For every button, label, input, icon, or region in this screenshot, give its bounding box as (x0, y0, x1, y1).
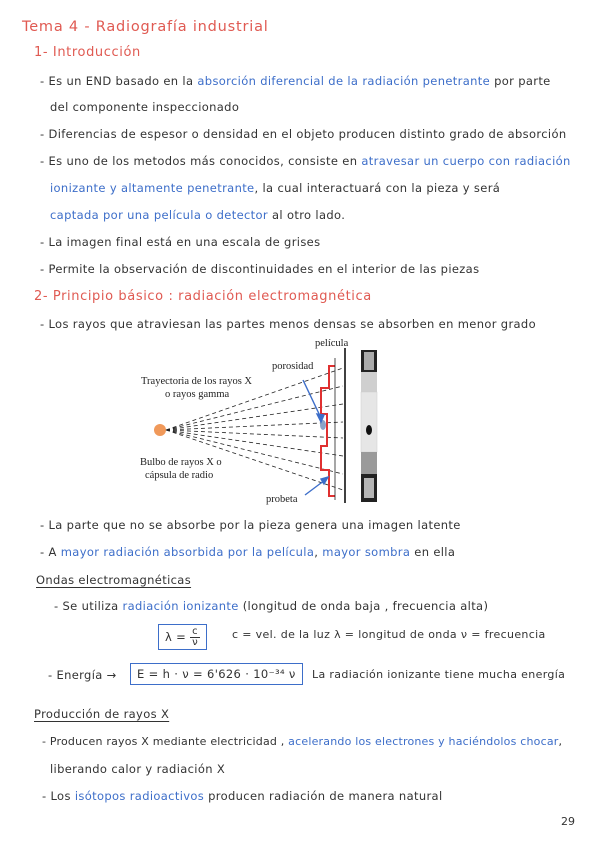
specimen-arrow (305, 480, 325, 495)
energy-label: - Energía → (48, 668, 117, 682)
page-number: 29 (561, 815, 575, 828)
intro-bullet-3-highlight-1: atravesar un cuerpo con radiación (361, 154, 571, 168)
xray-bullet-2-post: producen radiación de manera natural (208, 789, 443, 803)
intro-bullet-4: - La imagen final está en una escala de grises (40, 235, 321, 249)
intro-bullet-3-mid: , la cual interactuará con la pieza y será (254, 181, 501, 195)
intro-bullet-3-line-3 (50, 208, 345, 222)
film-band (364, 352, 374, 370)
intro-bullet-3-line-2 (50, 181, 500, 195)
porosity-arrow (303, 380, 321, 418)
formula-lhs: λ = (165, 630, 187, 644)
energy-note: La radiación ionizante tiene mucha energía (312, 668, 566, 681)
intro-bullet-3-post: al otro lado. (272, 208, 346, 222)
xray-bullet-2 (42, 789, 443, 803)
formula-numerator: c (192, 626, 199, 637)
formula-fraction (190, 627, 200, 648)
xray-bullet-1 (42, 735, 562, 749)
label-source-line-1: Bulbo de rayos X o (140, 457, 222, 468)
intro-bullet-1-pre: - Es un END basado en la (40, 74, 194, 88)
principle-bullet-3-highlight-2: mayor sombra (322, 545, 411, 559)
intro-bullet-5: - Permite la observación de discontinuidades en el interior de las piezas (40, 262, 480, 276)
page-title: Tema 4 - Radiografía industrial (22, 19, 269, 35)
principle-bullet-3-highlight: mayor radiación absorbida por la película (60, 545, 315, 559)
label-source-line-2: cápsula de radio (145, 470, 214, 481)
label-trajectory-line-1: Trayectoria de los rayos X (141, 376, 253, 387)
intro-bullet-1-cont: del componente inspeccionado (50, 100, 240, 114)
section-heading-intro: 1- Introducción (34, 45, 141, 60)
principle-bullet-3-pre: - A (40, 545, 57, 559)
radiography-diagram (135, 338, 380, 508)
ray-line (166, 430, 343, 438)
formula-denominator: ν (192, 637, 199, 648)
intro-bullet-3 (40, 154, 571, 168)
film-band (361, 452, 377, 474)
film-porosity-shadow (366, 425, 372, 435)
principle-bullet-2: - La parte que no se absorbe por la pieza genera una imagen latente (40, 518, 461, 532)
section-heading-principle: 2- Principio básico : radiación electromagnética (34, 289, 372, 304)
label-porosity: porosidad (272, 361, 314, 372)
energy-formula: E = h · ν = 6'626 · 10⁻³⁴ ν (130, 663, 303, 685)
wavelength-formula (158, 623, 207, 653)
label-specimen: probeta (266, 494, 298, 505)
formula-description: c = vel. de la luz λ = longitud de onda ν = frecuencia (232, 628, 546, 641)
xray-bullet-1-pre: - Producen rayos X mediante electricidad , (42, 735, 285, 748)
intro-bullet-3-highlight-2: ionizante y altamente penetrante (50, 181, 255, 195)
xray-bullet-2-pre: - Los (42, 789, 71, 803)
waves-bullet-1-highlight: radiación ionizante (122, 599, 239, 613)
xray-bullet-1-post: , (558, 735, 563, 748)
principle-bullet-3 (40, 545, 455, 559)
intro-bullet-1 (40, 74, 551, 88)
principle-bullet-1: - Los rayos que atraviesan las partes menos densas se absorben en menor grado (40, 317, 536, 331)
wavelength-formula-box (158, 624, 207, 650)
film-strip (361, 350, 377, 502)
energy-formula-wrap (130, 663, 303, 685)
label-film: película (315, 338, 349, 349)
xray-source-icon (154, 424, 166, 436)
ray-line (166, 422, 343, 430)
section-heading-xray: Producción de rayos X (34, 707, 170, 721)
waves-bullet-1-post: (longitud de onda baja , frecuencia alta) (242, 599, 489, 613)
film-band (364, 478, 374, 498)
xray-bullet-2-highlight: isótopos radioactivos (74, 789, 205, 803)
xray-bullet-1-cont: liberando calor y radiación X (50, 762, 226, 776)
intro-bullet-3-highlight-3: captada por una película o detector (50, 208, 268, 222)
intro-bullet-3-pre: - Es uno de los metodos más conocidos, consiste en (40, 154, 358, 168)
principle-bullet-3-mid: , (314, 545, 319, 559)
intro-bullet-1-highlight: absorción diferencial de la radiación penetrante (197, 74, 491, 88)
xray-bullet-1-highlight: acelerando los electrones y haciéndolos chocar (288, 735, 559, 748)
label-trajectory-line-2: o rayos gamma (165, 389, 230, 400)
waves-bullet-1-pre: - Se utiliza (54, 599, 119, 613)
waves-bullet-1 (54, 599, 488, 613)
principle-bullet-3-post: en ella (414, 545, 456, 559)
intro-bullet-2: - Diferencias de espesor o densidad en el objeto producen distinto grado de absorción (40, 127, 567, 141)
film-band (361, 392, 377, 452)
intro-bullet-1-post: por parte (494, 74, 551, 88)
film-band (361, 372, 377, 392)
section-heading-waves: Ondas electromagnéticas (36, 573, 192, 587)
